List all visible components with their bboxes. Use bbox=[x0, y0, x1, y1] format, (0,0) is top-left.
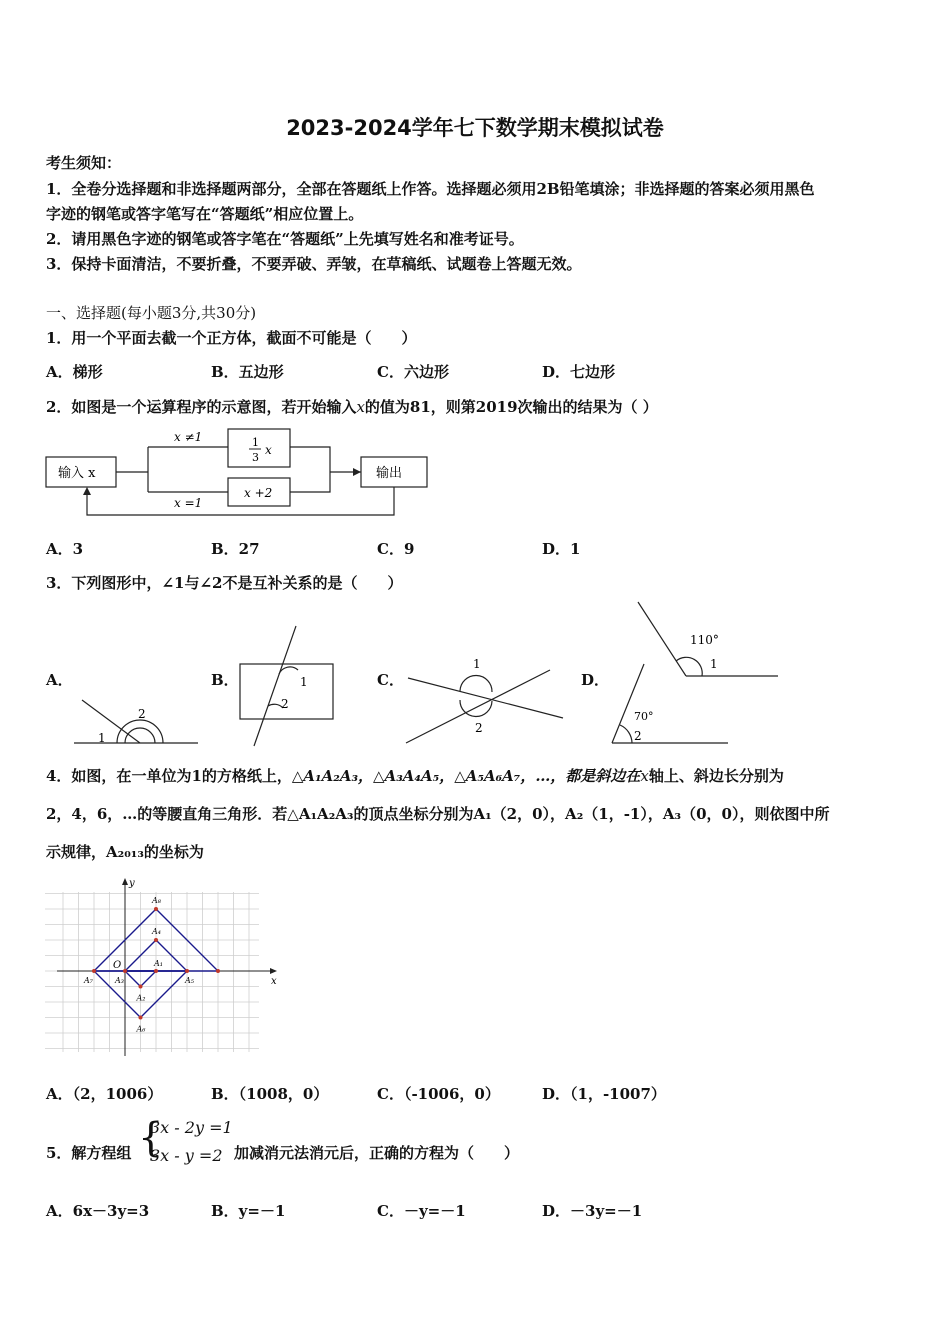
x-axis-label: x bbox=[271, 976, 277, 987]
flow-output-label: 输出 bbox=[376, 466, 403, 481]
q3-option-a[interactable]: A． bbox=[46, 671, 73, 689]
point-marker bbox=[216, 969, 220, 973]
q3-figure-d bbox=[600, 598, 790, 750]
point-marker bbox=[154, 969, 158, 973]
system-brace: { bbox=[138, 1115, 164, 1161]
point-marker bbox=[123, 969, 127, 973]
q3d-angle-70: 70° bbox=[634, 710, 654, 723]
flow-op-top-box bbox=[228, 429, 290, 467]
point-label: A₁ bbox=[154, 959, 163, 968]
q3-option-c[interactable]: C． bbox=[377, 671, 404, 689]
q5-option-b[interactable]: B．y=－1 bbox=[211, 1202, 286, 1220]
q3-option-b[interactable]: B． bbox=[211, 671, 239, 689]
q2-stem-part: 的值为81，则第2019次输出的结果为（ ） bbox=[364, 398, 658, 416]
q4-text: 4．如图，在一单位为1的方格纸上，△ bbox=[46, 767, 304, 785]
q3b-label-1: 1 bbox=[300, 675, 308, 689]
flow-op-top-var: x bbox=[265, 443, 272, 457]
q5-option-c[interactable]: C．－y=－1 bbox=[377, 1202, 466, 1220]
equation-2: 3x - y =2 bbox=[150, 1146, 223, 1165]
flow-op-bottom: x +2 bbox=[244, 486, 273, 500]
q3c-label-2: 2 bbox=[475, 721, 483, 735]
question-4-line: 2，4，6，…的等腰直角三角形．若△A₁A₂A₃的顶点坐标分别为A₁（2，0），A₂（1，-1），A₃（0，0），则依图中所 bbox=[46, 805, 830, 823]
notice-item: 1．全卷分选择题和非选择题两部分，全部在答题纸上作答。选择题必须用2B铅笔填涂；非选择题的答案必须用黑色 bbox=[46, 180, 815, 198]
q3a-label-1: 1 bbox=[98, 731, 106, 745]
flow-op-top-den: 3 bbox=[252, 451, 259, 464]
point-marker bbox=[139, 1016, 143, 1020]
notice-item: 字迹的钢笔或答字笔写在“答题纸”相应位置上。 bbox=[46, 205, 364, 223]
point-label: A₇ bbox=[84, 976, 93, 985]
point-label: A₈ bbox=[152, 896, 161, 905]
point-marker bbox=[92, 969, 96, 973]
point-label: A₆ bbox=[136, 1024, 146, 1034]
point-marker bbox=[185, 969, 189, 973]
q5-option-d[interactable]: D．－3y=－1 bbox=[542, 1202, 643, 1220]
q3d-angle-110: 110° bbox=[690, 633, 719, 647]
q3b-label-2: 2 bbox=[281, 697, 289, 711]
question-4-line: 示规律，A₂₀₁₃的坐标为 bbox=[46, 843, 204, 861]
point-marker bbox=[154, 938, 158, 942]
page-title: 2023-2024学年七下数学期末模拟试卷 bbox=[286, 116, 664, 140]
q3c-label-1: 1 bbox=[473, 657, 481, 671]
question-5-stem-a: 5．解方程组 bbox=[46, 1144, 132, 1162]
q2-option-b[interactable]: B．27 bbox=[211, 540, 260, 558]
q2-option-a[interactable]: A．3 bbox=[46, 540, 84, 558]
q5-option-a[interactable]: A．6x－3y=3 bbox=[46, 1202, 150, 1220]
question-2-stem bbox=[46, 396, 658, 417]
section-heading: 一、选择题(每小题3分,共30分) bbox=[46, 304, 257, 322]
q2-stem-var: x bbox=[356, 398, 365, 416]
question-3-stem: 3．下列图形中，∠1与∠2不是互补关系的是（ ） bbox=[46, 574, 403, 592]
flow-op-top-num: 1 bbox=[252, 436, 259, 449]
point-marker bbox=[154, 907, 158, 911]
q3-figure-a bbox=[70, 690, 205, 750]
q3d-label-2: 2 bbox=[634, 729, 642, 743]
q1-option-b[interactable]: B．五边形 bbox=[211, 363, 284, 381]
notice-heading: 考生须知： bbox=[46, 154, 122, 172]
q3-figure-c bbox=[400, 650, 570, 750]
coordinate-grid bbox=[45, 878, 285, 1063]
flow-cond-top: x ≠1 bbox=[174, 430, 203, 444]
q1-option-d[interactable]: D．七边形 bbox=[542, 363, 616, 381]
q4-option-a[interactable]: A．（2，1006） bbox=[46, 1085, 163, 1103]
notice-item: 2．请用黑色字迹的钢笔或答字笔在“答题纸”上先填写姓名和准考证号。 bbox=[46, 230, 524, 248]
question-4-line bbox=[46, 765, 784, 786]
question-1-stem: 1．用一个平面去截一个正方体，截面不可能是（ ） bbox=[46, 329, 417, 347]
notice-item: 3．保持卡面清洁，不要折叠，不要弄破、弄皱，在草稿纸、试题卷上答题无效。 bbox=[46, 255, 582, 273]
flowchart-diagram bbox=[40, 425, 440, 525]
flow-input-label: 输入 x bbox=[58, 466, 96, 481]
q2-option-c[interactable]: C．9 bbox=[377, 540, 415, 558]
q4-text: x bbox=[640, 767, 649, 785]
q3-option-d[interactable]: D． bbox=[581, 671, 610, 689]
q2-stem-part: 2．如图是一个运算程序的示意图，若开始输入 bbox=[46, 398, 357, 416]
question-5-stem-b: 加减消元法消元后，正确的方程为（ ） bbox=[234, 1144, 520, 1162]
q4-option-d[interactable]: D．（1，-1007） bbox=[542, 1085, 666, 1103]
flow-cond-bottom: x =1 bbox=[174, 496, 203, 510]
q2-option-d[interactable]: D．1 bbox=[542, 540, 581, 558]
q4-text: A₁A₂A₃，△A₃A₄A₅，△A₅A₆A₇，…，都是斜边在 bbox=[303, 767, 641, 785]
q3d-label-1: 1 bbox=[710, 657, 718, 671]
point-label: A₂ bbox=[136, 993, 146, 1003]
q1-option-a[interactable]: A．梯形 bbox=[46, 363, 103, 381]
equation-1: 3x - 2y =1 bbox=[150, 1118, 233, 1137]
q4-option-b[interactable]: B．（1008，0） bbox=[211, 1085, 329, 1103]
q3a-label-2: 2 bbox=[138, 707, 146, 721]
y-axis-label: y bbox=[129, 878, 135, 889]
q3-figure-b bbox=[232, 624, 342, 749]
origin-label: O bbox=[113, 960, 122, 971]
point-label: A₅ bbox=[185, 976, 194, 985]
q1-option-c[interactable]: C．六边形 bbox=[377, 363, 449, 381]
point-label: A₃ bbox=[115, 976, 124, 985]
point-label: A₄ bbox=[152, 927, 161, 936]
q4-option-c[interactable]: C．（-1006，0） bbox=[377, 1085, 500, 1103]
point-marker bbox=[139, 985, 143, 989]
q4-text: 轴上、斜边长分别为 bbox=[648, 767, 784, 785]
